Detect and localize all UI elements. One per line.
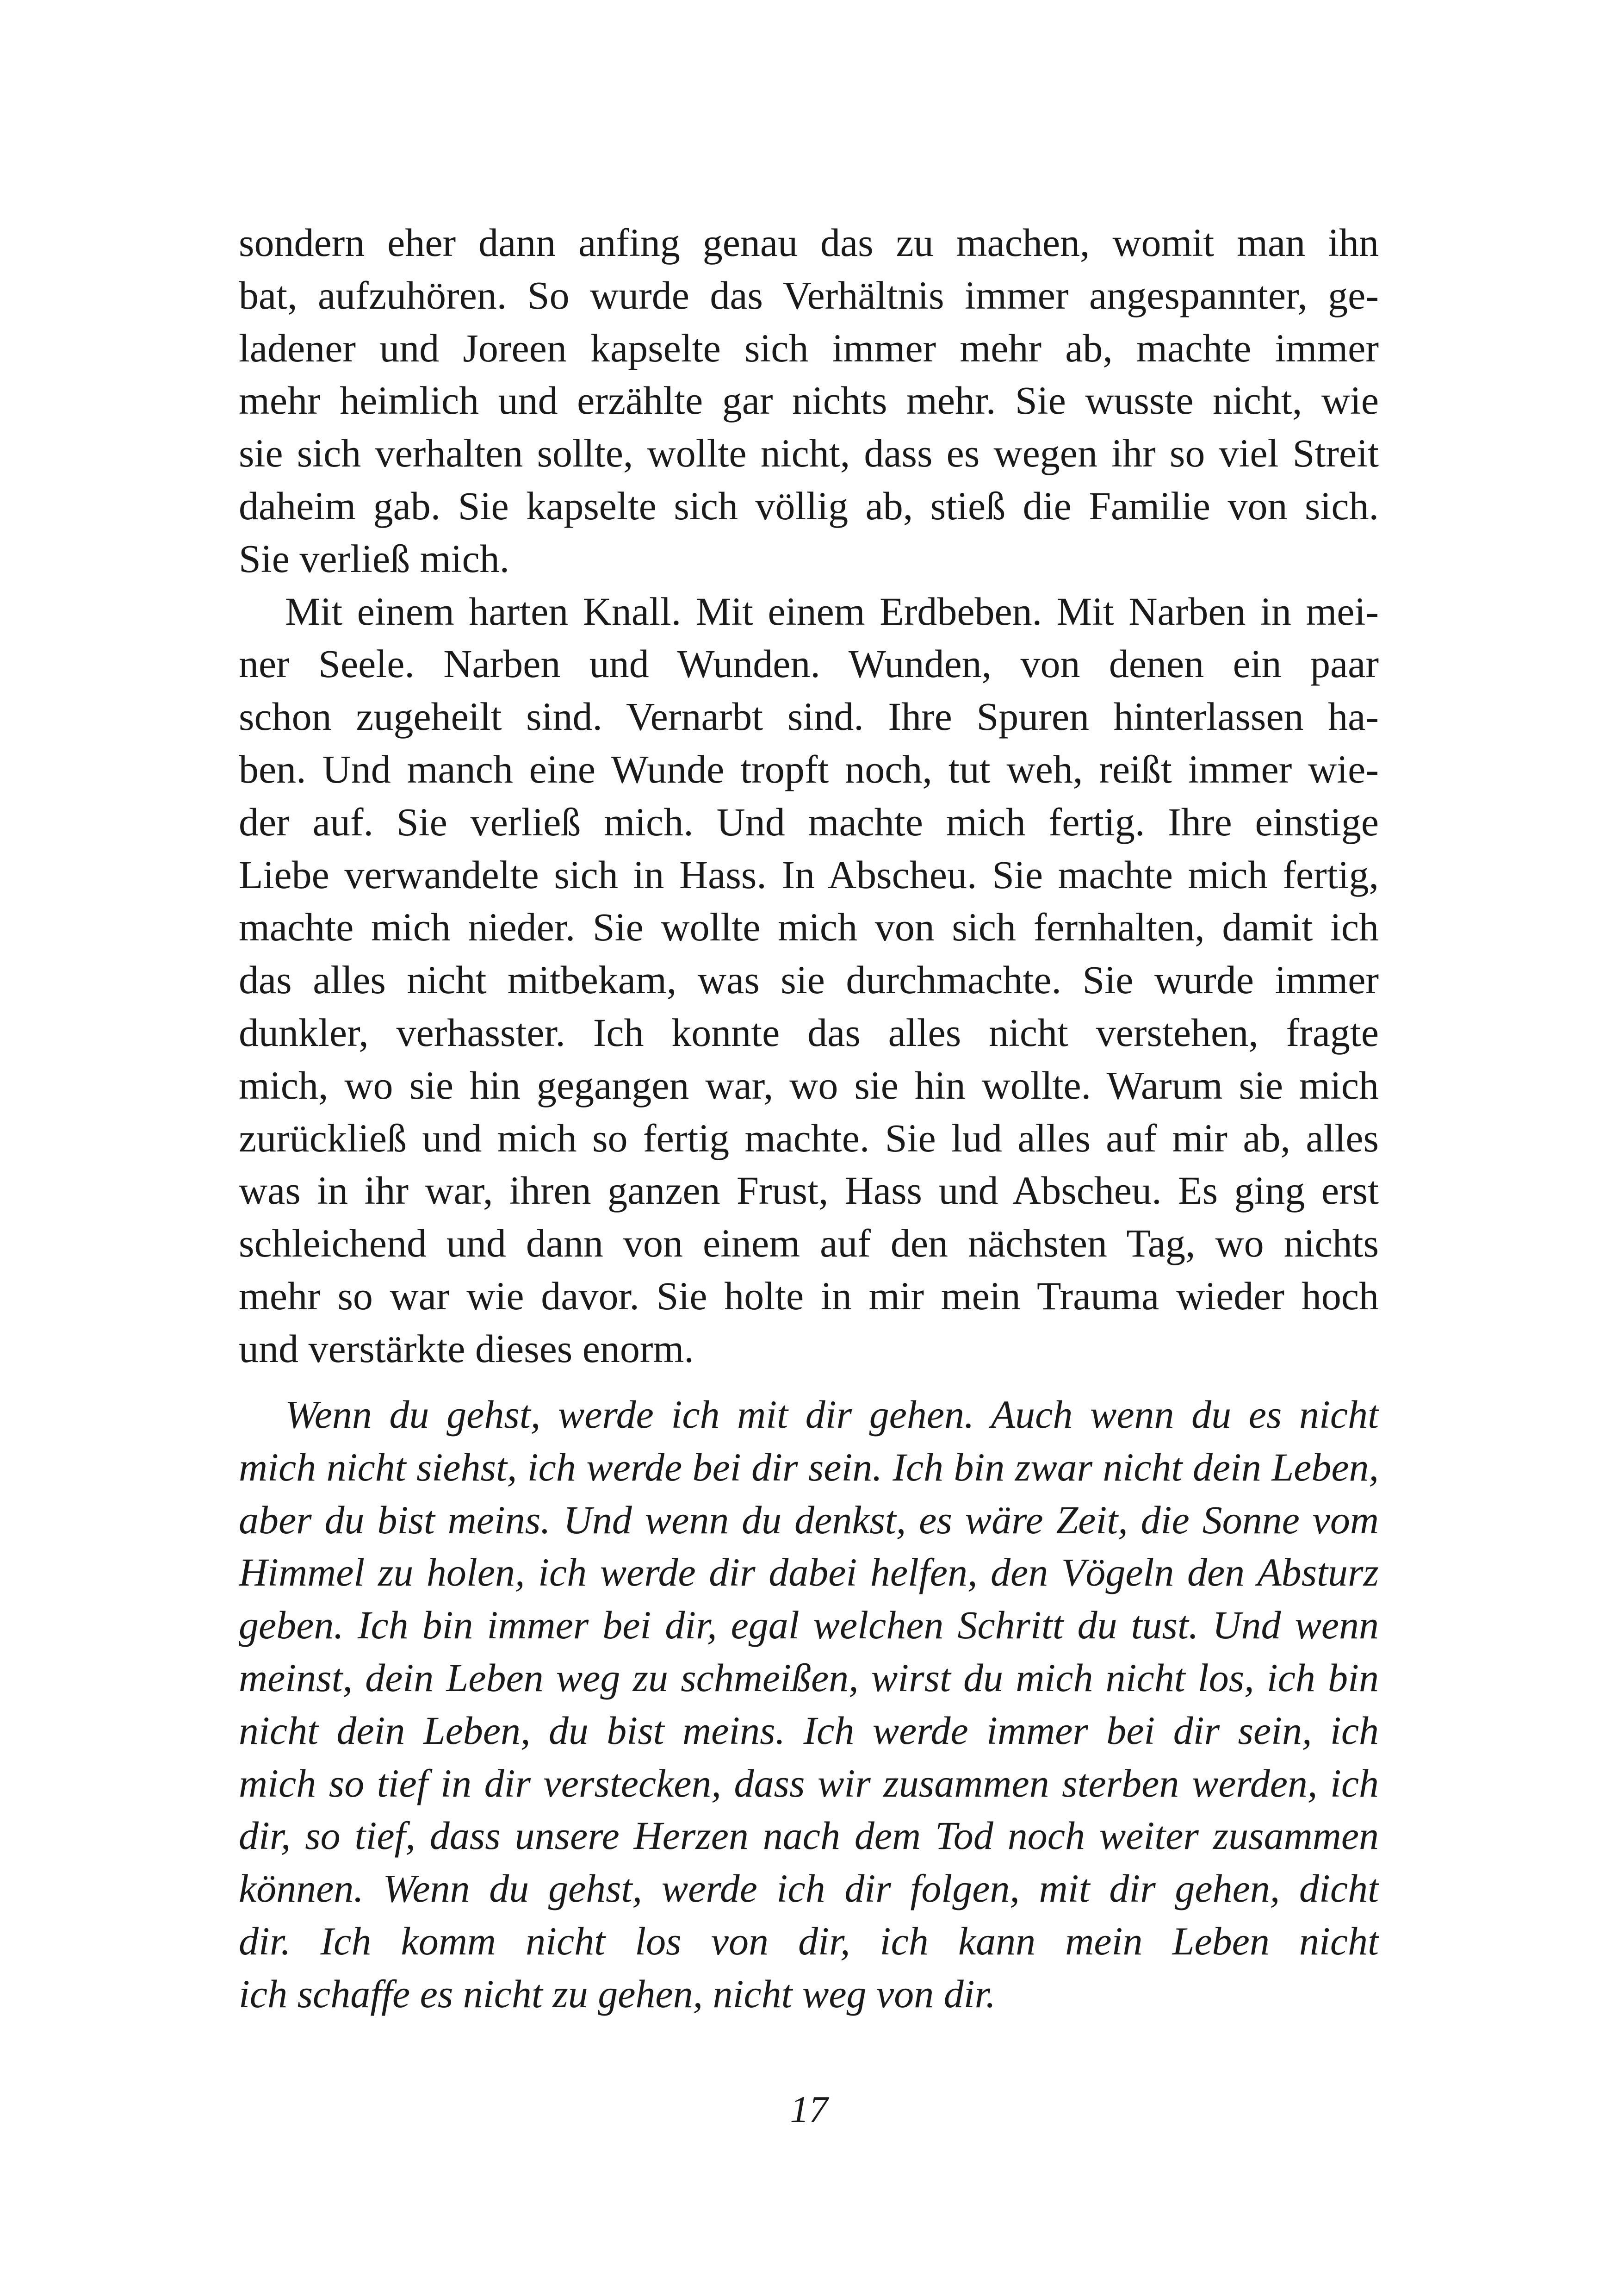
- text-line: ner Seele. Narben und Wunden. Wunden, von denen ein paar: [239, 641, 1379, 686]
- text-line: Himmel zu holen, ich werde dir dabei helfen, den Vögeln den Absturz: [239, 1550, 1379, 1595]
- text-line: dir, so tief, dass unsere Herzen nach dem Tod noch weiter zusammen: [239, 1813, 1379, 1858]
- text-line: zurückließ und mich so fertig machte. Sie lud alles auf mir ab, alles: [239, 1115, 1379, 1160]
- text-line: Wenn du gehst, werde ich mit dir gehen. Auch wenn du es nicht: [285, 1392, 1379, 1437]
- text-line: ladener und Joreen kapselte sich immer mehr ab, machte immer: [239, 325, 1379, 370]
- text-line: und verstärkte dieses enorm.: [239, 1326, 694, 1371]
- text-line: aber du bist meins. Und wenn du denkst, es wäre Zeit, die Sonne vom: [239, 1497, 1379, 1542]
- text-line: geben. Ich bin immer bei dir, egal welchen Schritt du tust. Und wenn: [239, 1603, 1379, 1648]
- text-line: dunkler, verhasster. Ich konnte das alles nicht verstehen, fragte: [239, 1010, 1379, 1055]
- text-line: schon zugeheilt sind. Vernarbt sind. Ihre Spuren hinterlassen ha-: [239, 694, 1379, 739]
- text-line: mich nicht siehst, ich werde bei dir sein. Ich bin zwar nicht dein Leben,: [239, 1444, 1379, 1489]
- text-line: der auf. Sie verließ mich. Und machte mich fertig. Ihre einstige: [239, 799, 1379, 844]
- text-line: können. Wenn du gehst, werde ich dir folgen, mit dir gehen, dicht: [239, 1866, 1379, 1911]
- text-line: machte mich nieder. Sie wollte mich von sich fernhalten, damit ich: [239, 905, 1379, 950]
- text-line: nicht dein Leben, du bist meins. Ich werde immer bei dir sein, ich: [239, 1708, 1379, 1753]
- text-line: Liebe verwandelte sich in Hass. In Abscheu. Sie machte mich fertig,: [239, 852, 1379, 897]
- text-line: ich schaffe es nicht zu gehen, nicht weg von dir.: [239, 1971, 996, 2016]
- text-line: mehr heimlich und erzählte gar nichts mehr. Sie wusste nicht, wie: [239, 378, 1379, 423]
- text-line: dir. Ich komm nicht los von dir, ich kann mein Leben nicht: [239, 1918, 1379, 1963]
- paragraph: [239, 585, 1379, 1375]
- text-line: mehr so war wie davor. Sie holte in mir mein Trauma wieder hoch: [239, 1273, 1379, 1318]
- text-line: bat, aufzuhören. So wurde das Verhältnis immer angespannter, ge-: [239, 273, 1379, 317]
- text-line: meinst, dein Leben weg zu schmeißen, wirst du mich nicht los, ich bin: [239, 1655, 1379, 1700]
- text-line: mich, wo sie hin gegangen war, wo sie hin wollte. Warum sie mich: [239, 1063, 1379, 1108]
- text-line: Mit einem harten Knall. Mit einem Erdbeben. Mit Narben in mei-: [285, 589, 1379, 634]
- text-line: was in ihr war, ihren ganzen Frust, Hass und Abscheu. Es ging erst: [239, 1168, 1379, 1213]
- text-line: schleichend und dann von einem auf den nächsten Tag, wo nichts: [239, 1221, 1379, 1266]
- text-line: daheim gab. Sie kapselte sich völlig ab, stieß die Familie von sich.: [239, 483, 1379, 528]
- page-number: 17: [790, 2088, 828, 2130]
- text-line: ben. Und manch eine Wunde tropft noch, tut weh, reißt immer wie-: [239, 747, 1379, 791]
- text-line: sie sich verhalten sollte, wollte nicht, dass es wegen ihr so viel Streit: [239, 431, 1379, 476]
- paragraph: [239, 1388, 1379, 2021]
- text-line: das alles nicht mitbekam, was sie durchmachte. Sie wurde immer: [239, 958, 1379, 1002]
- paragraph: [239, 217, 1379, 585]
- italic-passage: [239, 1388, 1379, 2021]
- text-line: sondern eher dann anfing genau das zu machen, womit man ihn: [239, 220, 1379, 265]
- text-line: Sie verließ mich.: [239, 536, 510, 581]
- text-line: mich so tief in dir verstecken, dass wir zusammen sterben werden, ich: [239, 1761, 1379, 1805]
- body-text: [239, 217, 1379, 1375]
